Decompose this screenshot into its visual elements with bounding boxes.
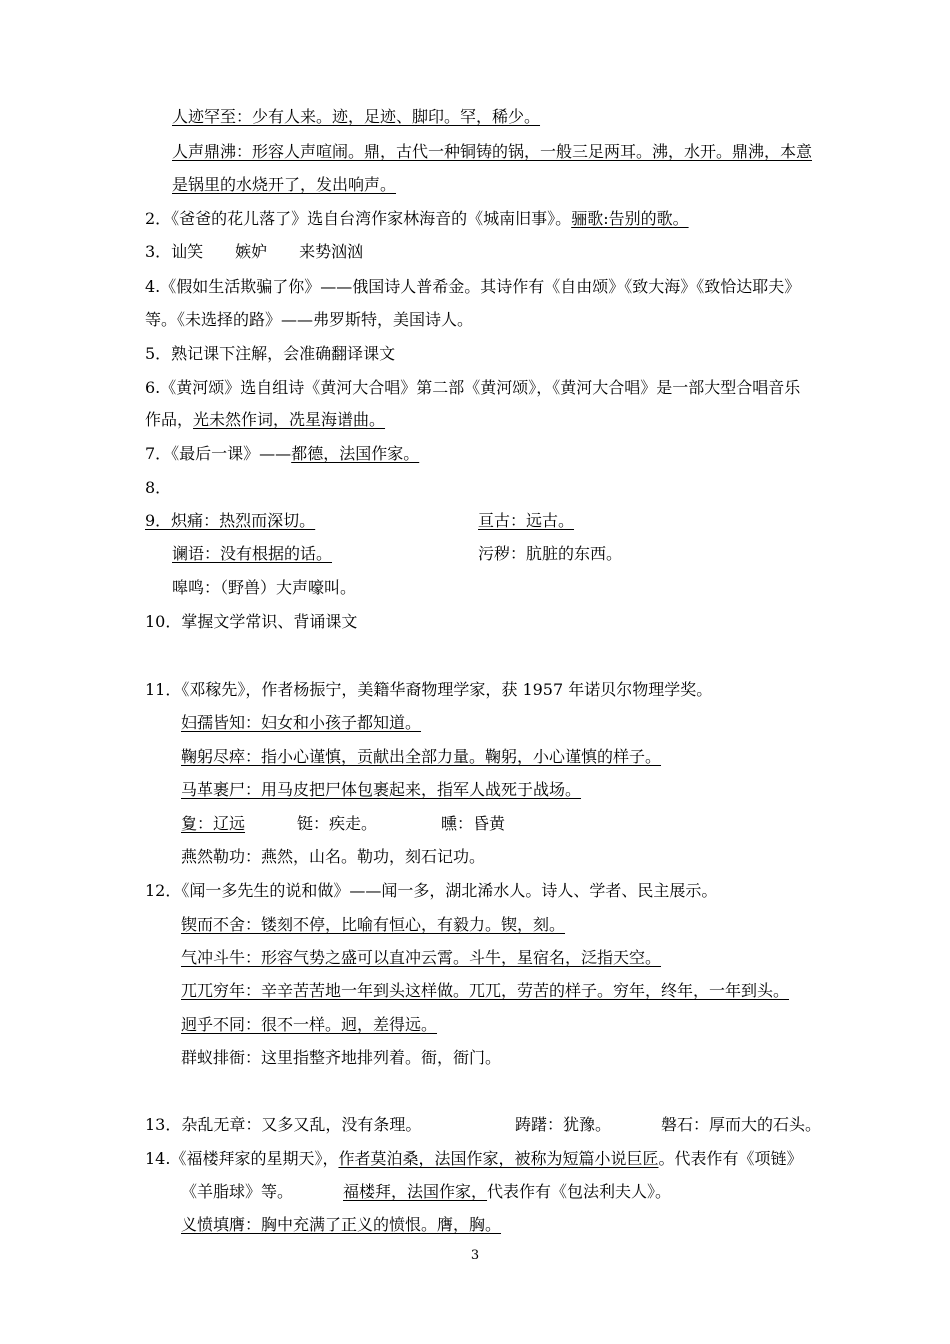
underlined-text: 谰语：没有根据的话。: [172, 544, 333, 563]
underlined-text: 锲而不舍：镂刻不停，比喻有恒心，有毅力。锲，刻。: [181, 915, 566, 934]
underlined-text: 福楼拜，法国作家，: [343, 1182, 488, 1201]
text-line: 11．《邓稼先》，作者杨振宁，美籍华裔物理学家，获 1957 年诺贝尔物理学奖。: [145, 680, 713, 699]
text-line: [181, 746, 661, 768]
text-line: 4.《假如生活欺骗了你》——俄国诗人普希金。其诗作有《自由颂》《致大海》《致恰达耶夫》: [145, 277, 801, 296]
underlined-text: 人迹罕至：少有人来。迹，足迹、脚印。罕，稀少。: [172, 107, 541, 126]
text-line: 2．《爸爸的花儿落了》选自台湾作家林海音的《城南旧事》。骊歌:告别的歌。: [145, 208, 717, 230]
text-line: [172, 106, 590, 128]
underlined-text: 人声鼎沸：形容人声喧闹。鼎，古代一种铜铸的锅，一般三足两耳。沸，水开。鼎沸，本意: [172, 142, 813, 161]
underlined-text: 都德，法国作家。: [291, 444, 420, 463]
text-line: [181, 914, 633, 936]
text-line: 曛：昏黄: [441, 814, 506, 833]
text-line: [181, 712, 481, 734]
underlined-text: 夐：辽远: [181, 814, 246, 833]
text-line: 群蚁排衙：这里指整齐地排列着。衙，衙门。: [181, 1048, 502, 1067]
text-line: 12．《闻一多先生的说和做》——闻一多，湖北浠水人。诗人、学者、民主展示。: [145, 881, 718, 900]
text-line: [181, 947, 689, 969]
underlined-text: 作者莫泊桑，法国作家，被称为短篇小说巨匠: [338, 1149, 659, 1168]
text-line: 7．《最后一课》——都德，法国作家。: [145, 443, 459, 465]
text-line: [145, 510, 315, 532]
underlined-text: 是锅里的水烧开了，发出响声。: [172, 175, 397, 194]
underlined-text: 亘古：远古。: [478, 511, 575, 530]
underlined-text: 气冲斗牛：形容气势之盛可以直冲云霄。斗牛，星宿名，泛指天空。: [181, 948, 662, 967]
underlined-text: 光未然作词，冼星海谱曲。: [193, 410, 386, 429]
page-number: 3: [470, 1248, 480, 1263]
text-line: [181, 1214, 501, 1236]
text-line: 燕然勒功：燕然，山名。勒功，刻石记功。: [181, 847, 486, 866]
text-line: 13．杂乱无章：又多又乱，没有条理。: [145, 1115, 422, 1134]
text-line: 3．讪笑 嫉妒 来势汹汹: [145, 242, 364, 261]
underlined-text: 妇孺皆知：妇女和小孩子都知道。: [181, 713, 422, 732]
text-line: 6.《黄河颂》选自组诗《黄河大合唱》第二部《黄河颂》，《黄河大合唱》是一部大型合唱音乐: [145, 378, 801, 397]
text-line: 嗥鸣：（野兽）大声嚎叫。: [172, 578, 357, 597]
underlined-text: 骊歌:告别的歌。: [571, 209, 689, 228]
underlined-text: 9．炽痛：热烈而深切。: [145, 511, 316, 530]
underlined-text: 义愤填膺：胸中充满了正义的愤恨。膺，胸。: [181, 1215, 502, 1234]
text-line: 作品，光未然作词，冼星海谱曲。: [145, 410, 386, 429]
text-line: 踌躇：犹豫。: [515, 1115, 612, 1134]
text-line: [181, 779, 627, 801]
text-line: 《羊脂球》等。 福楼拜，法国作家，代表作有《包法利夫人》。: [181, 1182, 672, 1201]
text-line: [172, 174, 470, 196]
text-line: 10．掌握文学常识、背诵课文: [145, 612, 358, 631]
text-line: [181, 813, 245, 835]
text-line: [181, 1014, 467, 1036]
text-line: 14.《福楼拜家的星期天》，作者莫泊桑，法国作家，被称为短篇小说巨匠。代表作有《项链》: [145, 1149, 803, 1168]
text-line: 等。《未选择的路》——弗罗斯特，美国诗人。: [145, 310, 474, 329]
text-line: [478, 510, 574, 532]
underlined-text: 兀兀穷年：辛辛苦苦地一年到头这样做。兀兀，劳苦的样子。穷年，终年，一年到头。: [181, 981, 790, 1000]
text-line: 5．熟记课下注解，会准确翻译课文: [145, 344, 396, 363]
text-line: 8．: [145, 478, 172, 497]
text-line: [181, 980, 803, 1002]
underlined-text: 迥乎不同：很不一样。迥，差得远。: [181, 1015, 438, 1034]
text-line: 铤：疾走。: [297, 814, 378, 833]
underlined-text: 马革裹尸：用马皮把尸体包裹起来，指军人战死于战场。: [181, 780, 582, 799]
text-line: [172, 141, 812, 163]
text-line: 污秽：肮脏的东西。: [478, 544, 623, 563]
text-line: 磐石：厚而大的石头。: [661, 1115, 822, 1134]
underlined-text: 鞠躬尽瘁：指小心谨慎，贡献出全部力量。鞠躬，小心谨慎的样子。: [181, 747, 662, 766]
text-line: [172, 543, 376, 565]
